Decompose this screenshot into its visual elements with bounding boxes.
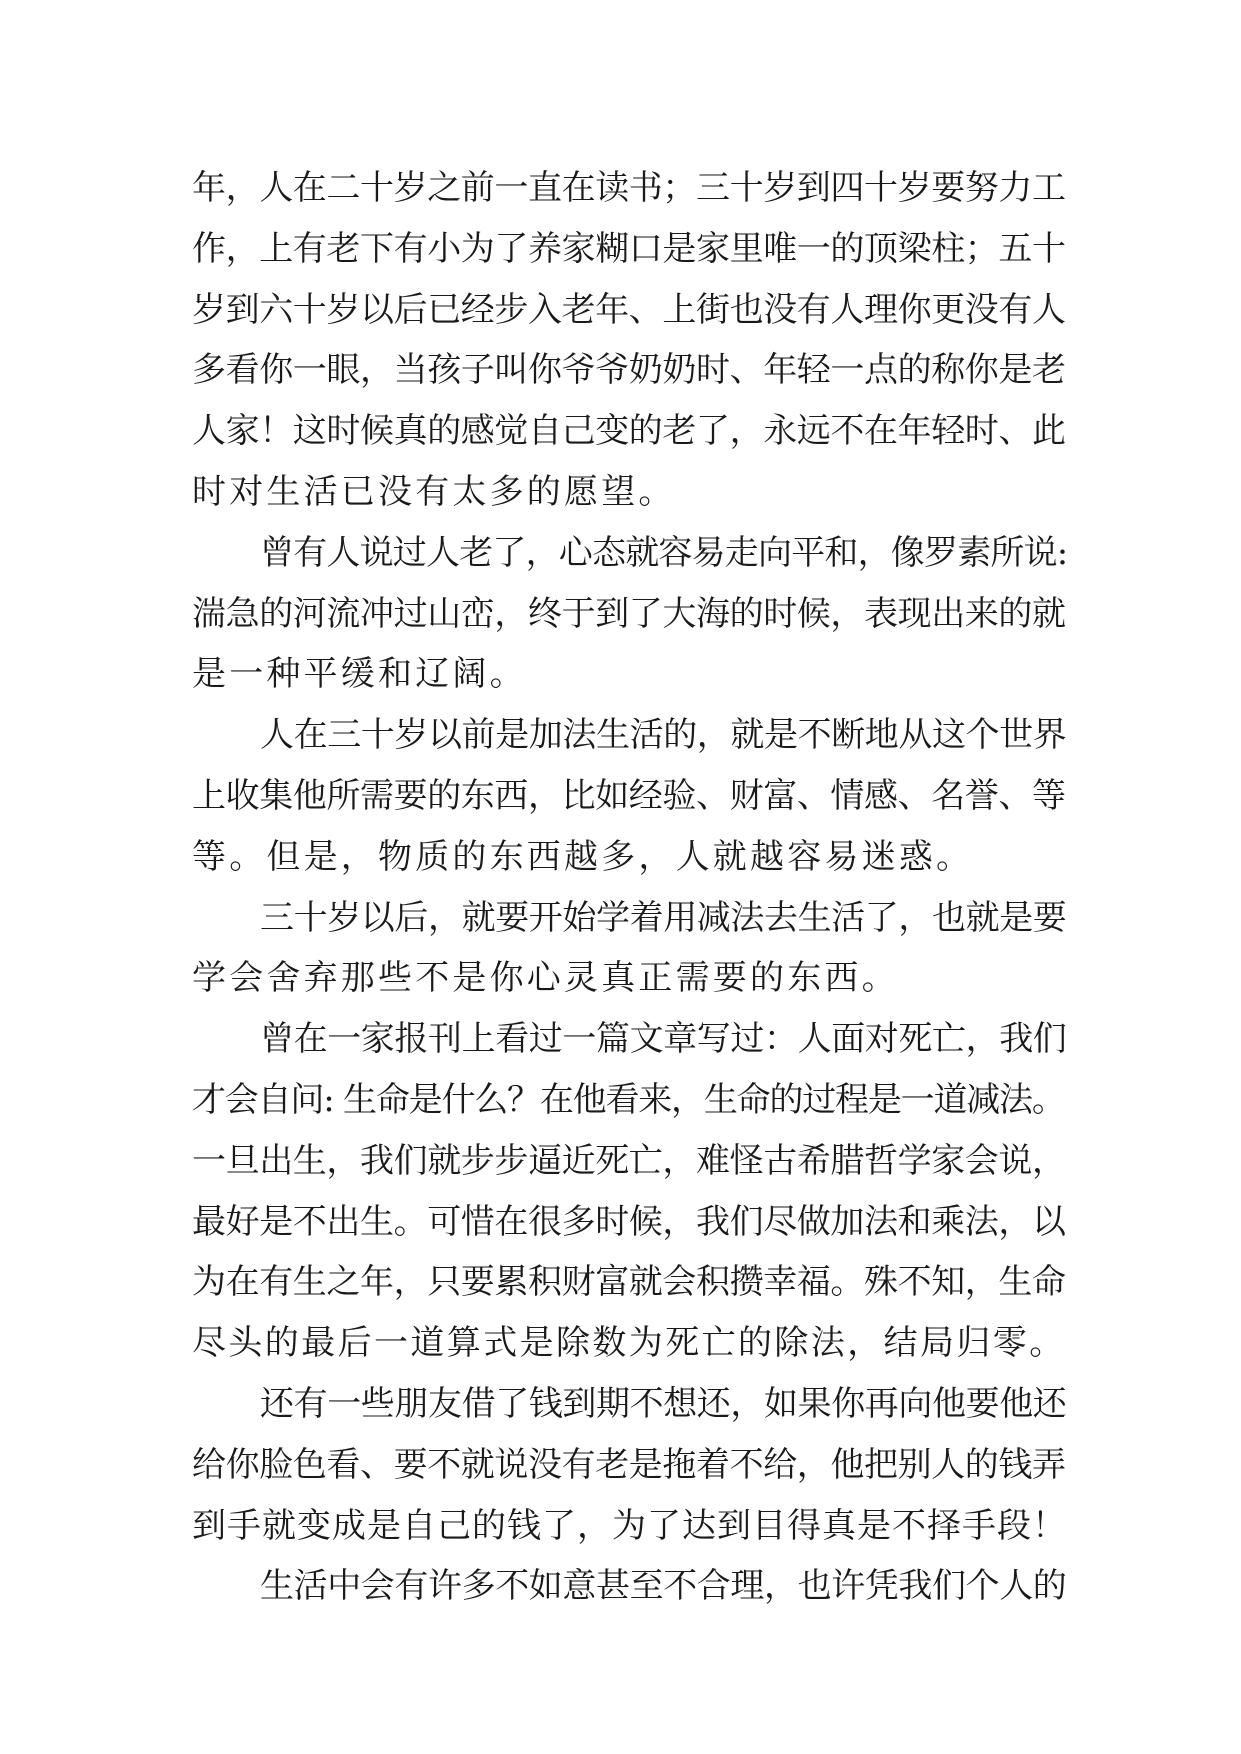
text-line: 为在有生之年，只要累积财富就会积攒幸福。殊不知，生命 — [192, 1262, 1066, 1303]
text-line: 上收集他所需要的东西，比如经验、财富、情感、名誉、等 — [192, 775, 1066, 816]
document-body — [192, 158, 1068, 1617]
text-line: 岁到六十岁以后已经步入老年、上街也没有人理你更没有人 — [192, 289, 1066, 330]
text-line: 学会舍弃那些不是你心灵真正需要的东西。 — [192, 958, 899, 999]
text-line: 是一种平缓和辽阔。 — [192, 654, 527, 695]
text-line: 才会自问: 生命是什么？在他看来，生命的过程是一道减法。 — [192, 1079, 1065, 1120]
text-line: 一旦出生，我们就步步逼近死亡，难怪古希腊哲学家会说， — [192, 1140, 1066, 1181]
text-line: 生活中会有许多不如意甚至不合理，也许凭我们个人的 — [260, 1566, 1067, 1607]
text-line: 曾在一家报刊上看过一篇文章写过：人面对死亡，我们 — [260, 1019, 1067, 1060]
text-line: 多看你一眼，当孩子叫你爷爷奶奶时、年轻一点的称你是老 — [192, 350, 1066, 391]
text-line: 时对生活已没有太多的愿望。 — [192, 471, 676, 512]
text-line: 到手就变成是自己的钱了，为了达到目得真是不择手段！ — [192, 1505, 1067, 1546]
text-line: 作，上有老下有小为了养家糊口是家里唯一的顶梁柱；五十 — [192, 228, 1066, 269]
text-line: 曾有人说过人老了，心态就容易走向平和，像罗素所说: — [260, 532, 1068, 573]
text-line: 尽头的最后一道算式是除数为死亡的除法，结局归零。 — [192, 1323, 1066, 1364]
text-line: 等。但是，物质的东西越多，人就越容易迷惑。 — [192, 836, 974, 877]
text-line: 人家！这时候真的感觉自己变的老了，永远不在年轻时、此 — [192, 411, 1066, 452]
text-line: 年，人在二十岁之前一直在读书；三十岁到四十岁要努力工 — [192, 168, 1066, 208]
text-line: 给你脸色看、要不就说没有老是拖着不给，他把别人的钱弄 — [192, 1444, 1066, 1485]
text-line: 最好是不出生。可惜在很多时候，我们尽做加法和乘法，以 — [192, 1201, 1066, 1242]
text-line: 三十岁以后，就要开始学着用减法去生活了，也就是要 — [260, 897, 1067, 938]
text-line: 人在三十岁以前是加法生活的，就是不断地从这个世界 — [260, 715, 1067, 756]
text-line: 还有一些朋友借了钱到期不想还，如果你再向他要他还 — [260, 1383, 1067, 1424]
text-line: 湍急的河流冲过山峦，终于到了大海的时候，表现出来的就 — [192, 593, 1066, 634]
